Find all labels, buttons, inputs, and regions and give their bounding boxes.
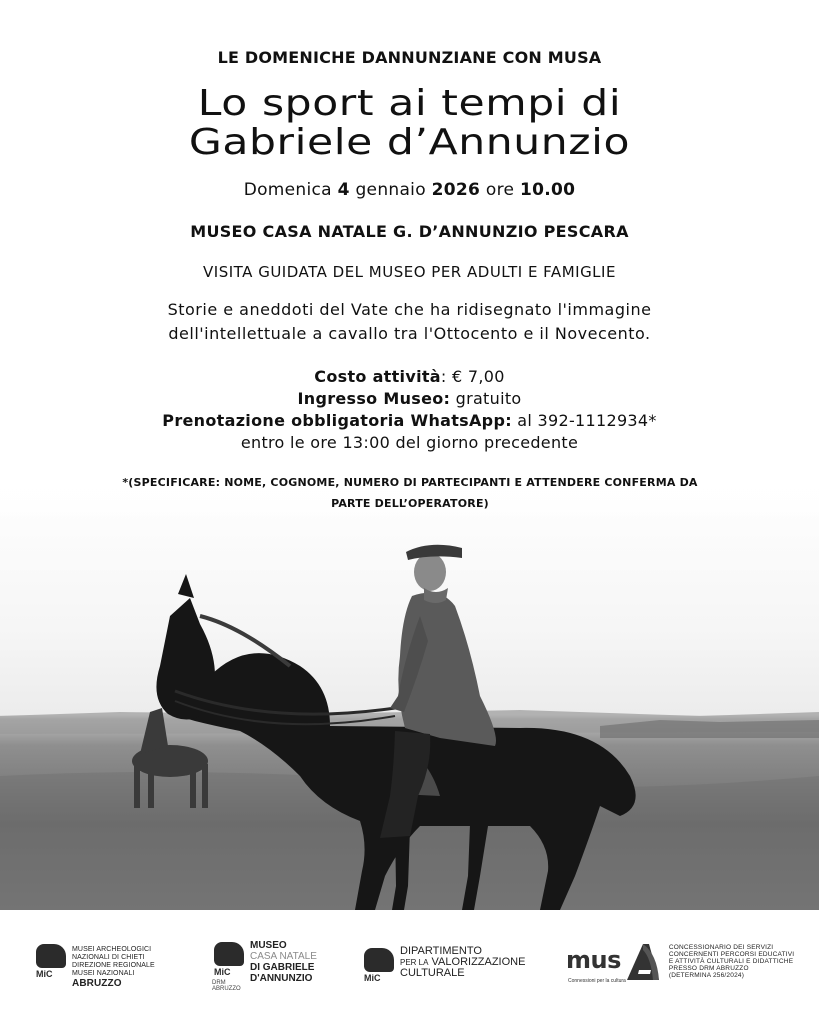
- booking-phone[interactable]: al 392-1112934*: [511, 411, 657, 430]
- description-line-1: Storie e aneddoti del Vate che ha ridisegnato l'immagine: [167, 300, 652, 319]
- historic-photo: [0, 476, 819, 910]
- logo-dipartimento-valorizzazione[interactable]: [362, 946, 525, 986]
- cost-value: : € 7,00: [440, 367, 505, 386]
- mic-emblem-icon: [34, 942, 68, 982]
- time-prefix: ore: [485, 180, 515, 200]
- mic-label: MiC: [214, 967, 231, 977]
- mic-label: MiC: [364, 973, 381, 983]
- entry-row: [0, 388, 819, 410]
- entry-value: gratuito: [450, 389, 522, 408]
- event-date: [0, 180, 819, 200]
- date-year: 2026: [431, 180, 481, 200]
- mic-emblem-icon: [362, 946, 396, 986]
- mic-label: MiC: [36, 969, 53, 979]
- musa-wordmark: mus: [566, 946, 621, 974]
- logo3-text: DIPARTIMENTO PER LA VALORIZZAZIONE CULTURALE: [400, 945, 526, 979]
- cost-row: [0, 366, 819, 388]
- date-prefix: Domenica: [243, 180, 332, 200]
- mic-emblem-icon: [212, 940, 246, 992]
- note-line-2: PARTE DELL’OPERATORE): [331, 497, 489, 510]
- logo1-text: MUSEI ARCHEOLOGICI NAZIONALI DI CHIETI DIREZIONE REGIONALE MUSEI NAZIONALI ABRUZZO: [72, 946, 155, 989]
- event-title: [0, 84, 819, 162]
- event-title-line-2: Gabriele d’Annunzio: [188, 122, 631, 163]
- entry-label: Ingresso Museo:: [297, 389, 451, 408]
- event-description: [0, 298, 819, 346]
- musa-a-icon: [623, 940, 663, 982]
- logo-museo-casa-natale[interactable]: [212, 940, 317, 992]
- booking-row: [0, 410, 819, 432]
- booking-deadline: entro le ore 13:00 del giorno precedente: [240, 433, 579, 452]
- drm-abruzzo-label: DRM ABRUZZO: [212, 980, 241, 992]
- logo-musei-archeologici-chieti[interactable]: [34, 942, 155, 989]
- cost-label: Costo attività: [314, 367, 441, 386]
- event-series-label: LE DOMENICHE DANNUNZIANE CON MUSA: [217, 48, 602, 67]
- footer-logos: [0, 910, 819, 1024]
- event-title-line-1: Lo sport ai tempi di: [197, 83, 622, 124]
- booking-note: [90, 472, 730, 514]
- visit-type: VISITA GUIDATA DEL MUSEO PER ADULTI E FAMIGLIE: [203, 263, 616, 281]
- booking-label: Prenotazione obbligatoria WhatsApp:: [162, 411, 512, 430]
- date-month: gennaio: [355, 180, 426, 200]
- note-line-1: *(SPECIFICARE: NOME, COGNOME, NUMERO DI PARTECIPANTI E ATTENDERE CONFERMA DA: [122, 476, 698, 489]
- event-info: [0, 366, 819, 454]
- logo2-text: MUSEO CASA NATALE DI GABRIELE D'ANNUNZIO: [250, 940, 317, 984]
- description-line-2: dell'intellettuale a cavallo tra l'Ottocento e il Novecento.: [168, 324, 651, 343]
- venue-name: MUSEO CASA NATALE G. D’ANNUNZIO PESCARA: [190, 222, 629, 241]
- photo-horse-rider: [0, 476, 819, 910]
- musa-tagline: Connessioni per la cultura: [568, 978, 626, 984]
- logo-musa[interactable]: [566, 940, 819, 982]
- date-day: 4: [337, 180, 350, 200]
- musa-concession-text: CONCESSIONARIO DEI SERVIZI CONCERNENTI PERCORSI EDUCATIVI E ATTIVITÀ CULTURALI E DIDATTICHE PRESSO DRM ABRUZZO (DETERMINA 256/2024): [668, 944, 795, 979]
- event-time: 10.00: [519, 180, 576, 200]
